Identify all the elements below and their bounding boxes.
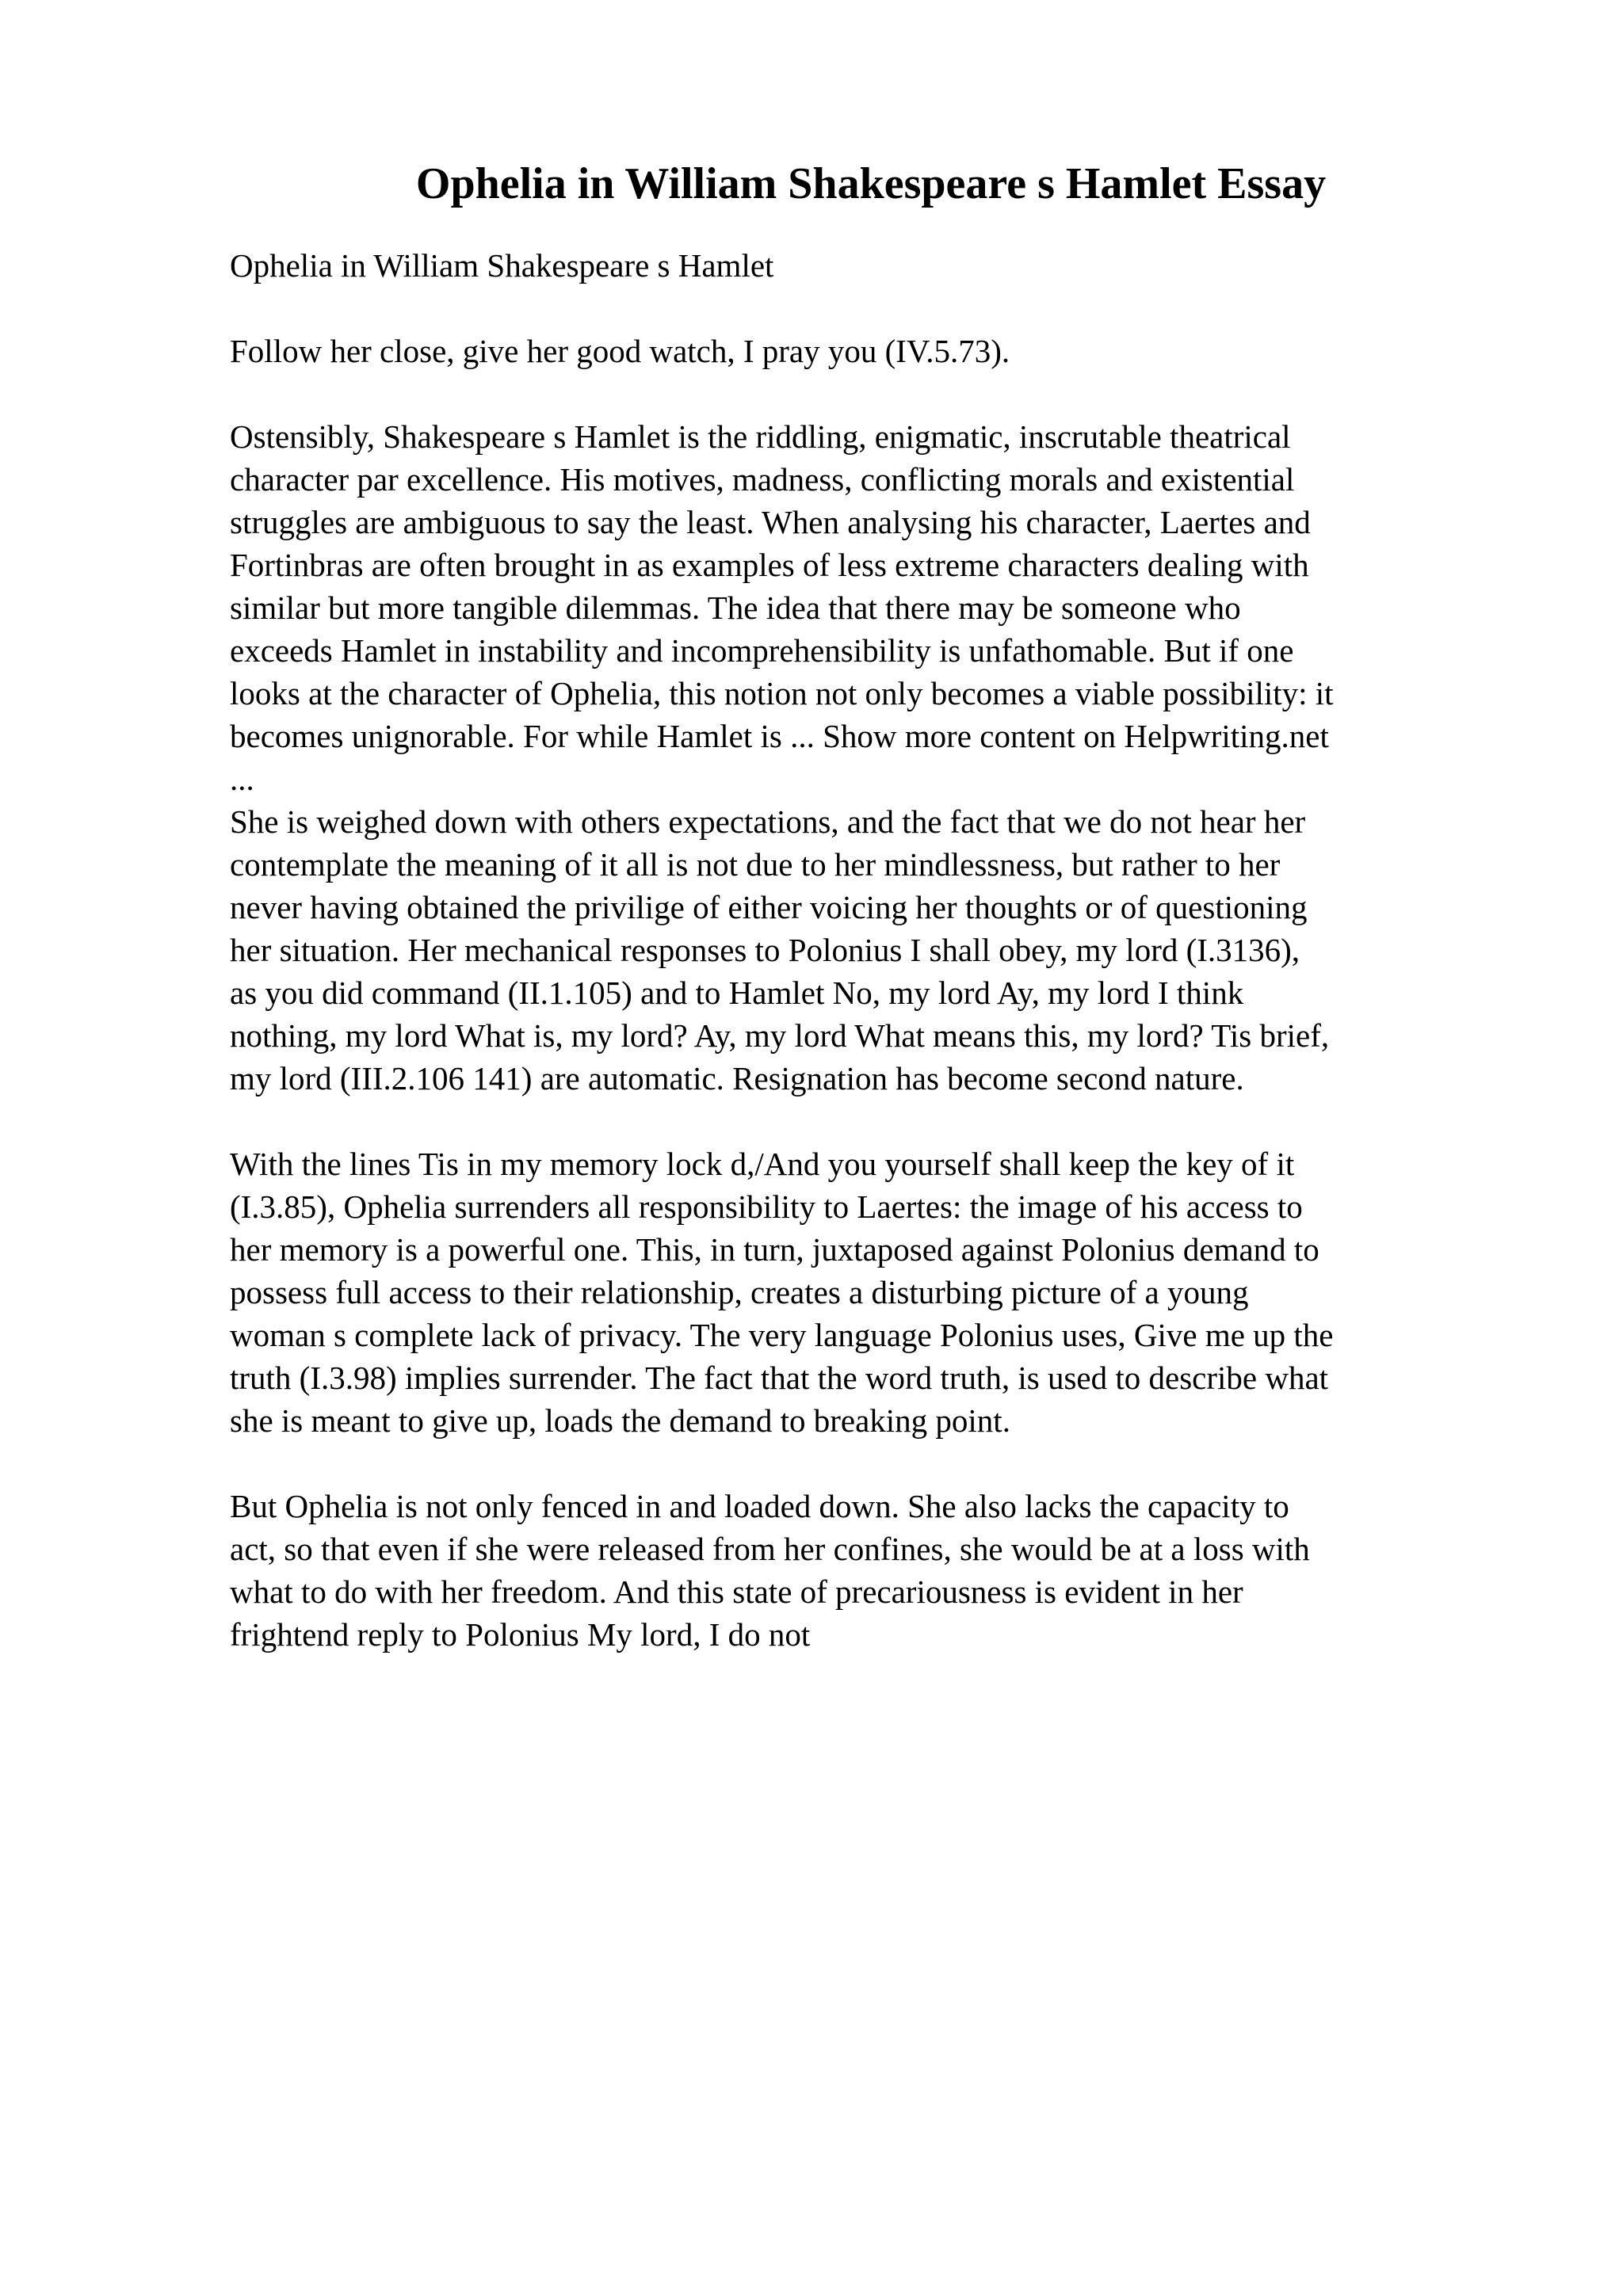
text-line: act, so that even if she were released from her confines, she would be at a loss with bbox=[230, 1531, 1310, 1567]
text-line: Follow her close, give her good watch, I pray you (IV.5.73). bbox=[230, 333, 1010, 369]
text-line: never having obtained the privilige of either voicing her thoughts or of questioning bbox=[230, 889, 1308, 925]
text-line: With the lines Tis in my memory lock d,/And you yourself shall keep the key of it bbox=[230, 1146, 1295, 1182]
text-line: exceeds Hamlet in instability and incomprehensibility is unfathomable. But if one bbox=[230, 632, 1294, 669]
text-line: character par excellence. His motives, madness, conflicting morals and existential bbox=[230, 461, 1295, 498]
text-line: frightend reply to Polonius My lord, I do not bbox=[230, 1616, 811, 1653]
paragraph bbox=[230, 1485, 1498, 1656]
text-line: She is weighed down with others expectations, and the fact that we do not hear her bbox=[230, 803, 1306, 840]
text-line: Fortinbras are often brought in as examples of less extreme characters dealing with bbox=[230, 547, 1309, 583]
document-title: Ophelia in William Shakespeare s Hamlet Essay bbox=[415, 159, 1327, 208]
text-line: nothing, my lord What is, my lord? Ay, my lord What means this, my lord? Tis brief, bbox=[230, 1017, 1330, 1054]
text-line: contemplate the meaning of it all is not due to her mindlessness, but rather to her bbox=[230, 846, 1281, 883]
text-line: her situation. Her mechanical responses to Polonius I shall obey, my lord (I.3136), bbox=[230, 932, 1300, 968]
text-line: she is meant to give up, loads the demand to breaking point. bbox=[230, 1402, 1010, 1439]
text-line: ... bbox=[230, 761, 254, 797]
text-line: struggles are ambiguous to say the least. When analysing his character, Laertes and bbox=[230, 504, 1311, 540]
text-line: Ophelia in William Shakespeare s Hamlet bbox=[230, 247, 774, 284]
text-line: But Ophelia is not only fenced in and loaded down. She also lacks the capacity to bbox=[230, 1488, 1289, 1524]
paragraph bbox=[230, 415, 1498, 1100]
text-line: (I.3.85), Ophelia surrenders all responsibility to Laertes: the image of his access to bbox=[230, 1188, 1303, 1225]
text-line: similar but more tangible dilemmas. The idea that there may be someone who bbox=[230, 589, 1241, 626]
document-body bbox=[230, 244, 1498, 1656]
text-line: her memory is a powerful one. This, in turn, juxtaposed against Polonius demand to bbox=[230, 1231, 1319, 1268]
paragraph bbox=[230, 330, 1498, 372]
text-line: looks at the character of Ophelia, this notion not only becomes a viable possibility: it bbox=[230, 675, 1334, 711]
text-line: becomes unignorable. For while Hamlet is ... Show more content on Helpwriting.net bbox=[230, 718, 1329, 754]
text-line: my lord (III.2.106 141) are automatic. Resignation has become second nature. bbox=[230, 1060, 1244, 1097]
text-line: as you did command (II.1.105) and to Hamlet No, my lord Ay, my lord I think bbox=[230, 974, 1244, 1011]
text-line: what to do with her freedom. And this state of precariousness is evident in her bbox=[230, 1573, 1243, 1610]
text-line: Ostensibly, Shakespeare s Hamlet is the riddling, enigmatic, inscrutable theatrical bbox=[230, 418, 1291, 455]
text-line: woman s complete lack of privacy. The very language Polonius uses, Give me up the bbox=[230, 1317, 1334, 1353]
paragraph bbox=[230, 1142, 1498, 1442]
paragraph bbox=[230, 244, 1498, 287]
text-line: truth (I.3.98) implies surrender. The fact that the word truth, is used to describe what bbox=[230, 1360, 1329, 1396]
text-line: possess full access to their relationship, creates a disturbing picture of a young bbox=[230, 1274, 1249, 1310]
